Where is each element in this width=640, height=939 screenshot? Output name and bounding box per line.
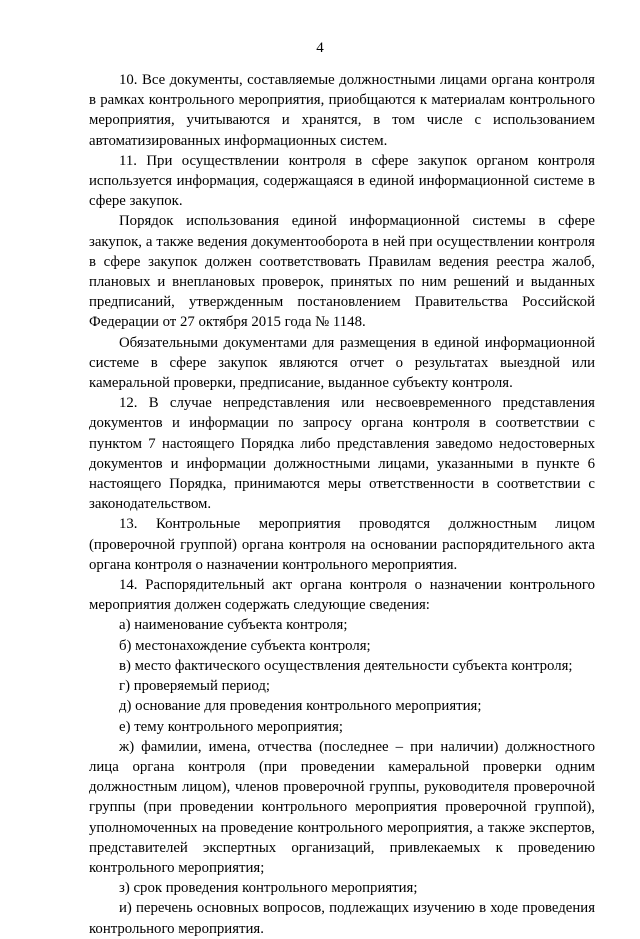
list-item-i: и) перечень основных вопросов, подлежащих изучению в ходе проведения контрольного мероприятия. — [89, 900, 595, 937]
list-item-z: з) срок проведения контрольного мероприятия; — [119, 880, 418, 897]
paragraph-eis-procedure: Порядок использования единой информационной системы в сфере закупок, а также ведения документооборота в ней при осуществлении контроля в сфере закупок должен соответствовать Правилам ведения реестра жалоб, плановых и внеплановых проверок, принятых по ним решений и выданных предписаний, утвержденным постановлением Правительства Российской Федерации от 27 октября 2015 года № 1148. — [89, 213, 595, 331]
list-item-g: г) проверяемый период; — [119, 678, 270, 695]
paragraph-11: 11. При осуществлении контроля в сфере закупок органом контроля используется информация, содержащаяся в единой информационной системе в сфере закупок. — [89, 152, 595, 210]
paragraph-14: 14. Распорядительный акт органа контроля о назначении контрольного мероприятия должен содержать следующие сведения: — [89, 577, 595, 614]
document-body — [89, 70, 595, 939]
paragraph-12: 12. В случае непредставления или несвоевременного представления документов и информации по запросу органа контроля в соответствии с пунктом 7 настоящего Порядка либо представления заведомо недостоверных документов и информации должностными лицами, указанными в пункте 6 настоящего Порядка, принимаются меры ответственности в соответствии с законодательством. — [89, 395, 595, 513]
paragraph-mandatory-documents: Обязательными документами для размещения в единой информационной системе в сфере закупок являются отчет о результатах выездной или камеральной проверки, предписание, выданное субъекту контроля. — [89, 334, 595, 392]
paragraph-13: 13. Контрольные мероприятия проводятся должностным лицом (проверочной группой) органа контроля на основании распорядительного акта органа контроля о назначении контрольного мероприятия. — [89, 516, 595, 573]
list-item-e: е) тему контрольного мероприятия; — [119, 718, 344, 735]
list-item-b: б) местонахождение субъекта контроля; — [119, 637, 371, 654]
list-item-a: а) наименование субъекта контроля; — [119, 617, 348, 634]
paragraph-10: 10. Все документы, составляемые должностными лицами органа контроля в рамках контрольного мероприятия, приобщаются к материалам контрольного мероприятия, учитываются и хранятся, в том числе с использованием автоматизированных информационных систем. — [89, 72, 595, 149]
list-item-zh: ж) фамилии, имена, отчества (последнее – при наличии) должностного лица органа контроля (при проведении камеральной проверки одним должностным лицом), членов проверочной группы, руководителя проверочной группы (при проведении контрольного мероприятия проверочной группой), уполномоченных на проведение контрольного мероприятия, а также экспертов, представителей экспертных организаций, привлекаемых к проведению контрольного мероприятия; — [89, 738, 595, 876]
page-number: 4 — [316, 40, 324, 56]
list-item-d: д) основание для проведения контрольного мероприятия; — [119, 698, 482, 715]
list-item-v: в) место фактического осуществления деятельности субъекта контроля; — [119, 657, 573, 674]
